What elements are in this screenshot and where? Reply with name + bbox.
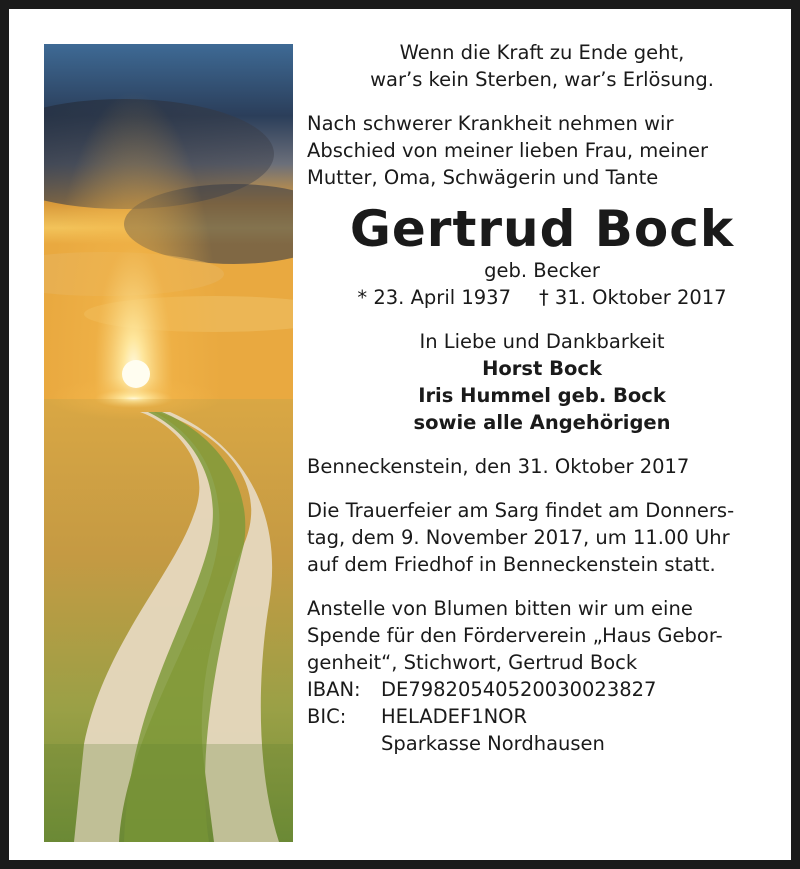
iban-label: IBAN: xyxy=(307,678,361,701)
mourner-name: Iris Hummel geb. Bock xyxy=(418,384,666,407)
motto-line: Wenn die Kraft zu Ende geht, xyxy=(399,41,685,64)
funeral-line: auf dem Friedhof in Benneckenstein statt. xyxy=(307,553,716,576)
deceased-name: Gertrud Bock xyxy=(349,200,735,258)
iban-value: DE79820540520030023827 xyxy=(381,678,657,701)
donation-line: Spende für den Förderverein „Haus Gebor- xyxy=(307,624,723,647)
donation-info xyxy=(307,595,777,676)
funeral-line: tag, dem 9. November 2017, um 11.00 Uhr xyxy=(307,526,730,549)
place-date: Benneckenstein, den 31. Oktober 2017 xyxy=(307,455,690,478)
donation-line: Anstelle von Blumen bitten wir um eine xyxy=(307,597,693,620)
mourner-name: Horst Bock xyxy=(482,357,602,380)
mourners xyxy=(307,328,777,436)
intro-paragraph xyxy=(307,110,777,191)
notice-text xyxy=(307,39,777,757)
bic-label: BIC: xyxy=(307,705,347,728)
sunset-path-photo xyxy=(44,44,293,842)
funeral-info xyxy=(307,497,777,578)
life-dates xyxy=(307,284,777,311)
intro-line: Nach schwerer Krankheit nehmen wir xyxy=(307,112,674,135)
mourner-name: sowie alle Angehörigen xyxy=(413,411,671,434)
bic-row xyxy=(307,703,777,730)
motto-line: war’s kein Sterben, war’s Erlösung. xyxy=(370,68,714,91)
intro-line: Abschied von meiner lieben Frau, meiner xyxy=(307,139,709,162)
iban-row xyxy=(307,676,777,703)
maiden-name: geb. Becker xyxy=(484,259,600,282)
intro-line: Mutter, Oma, Schwägerin und Tante xyxy=(307,166,659,189)
sunset-field-image xyxy=(44,44,293,842)
death-date: † 31. Oktober 2017 xyxy=(538,286,727,309)
mourners-intro: In Liebe und Dankbarkeit xyxy=(419,330,665,353)
funeral-line: Die Trauerfeier am Sarg findet am Donners- xyxy=(307,499,735,522)
motto xyxy=(307,39,777,93)
bank-name: Sparkasse Nordhausen xyxy=(381,732,605,755)
donation-line: genheit“, Stichwort, Gertrud Bock xyxy=(307,651,638,674)
bic-value: HELADEF1NOR xyxy=(381,705,528,728)
birth-date: * 23. April 1937 xyxy=(357,286,511,309)
